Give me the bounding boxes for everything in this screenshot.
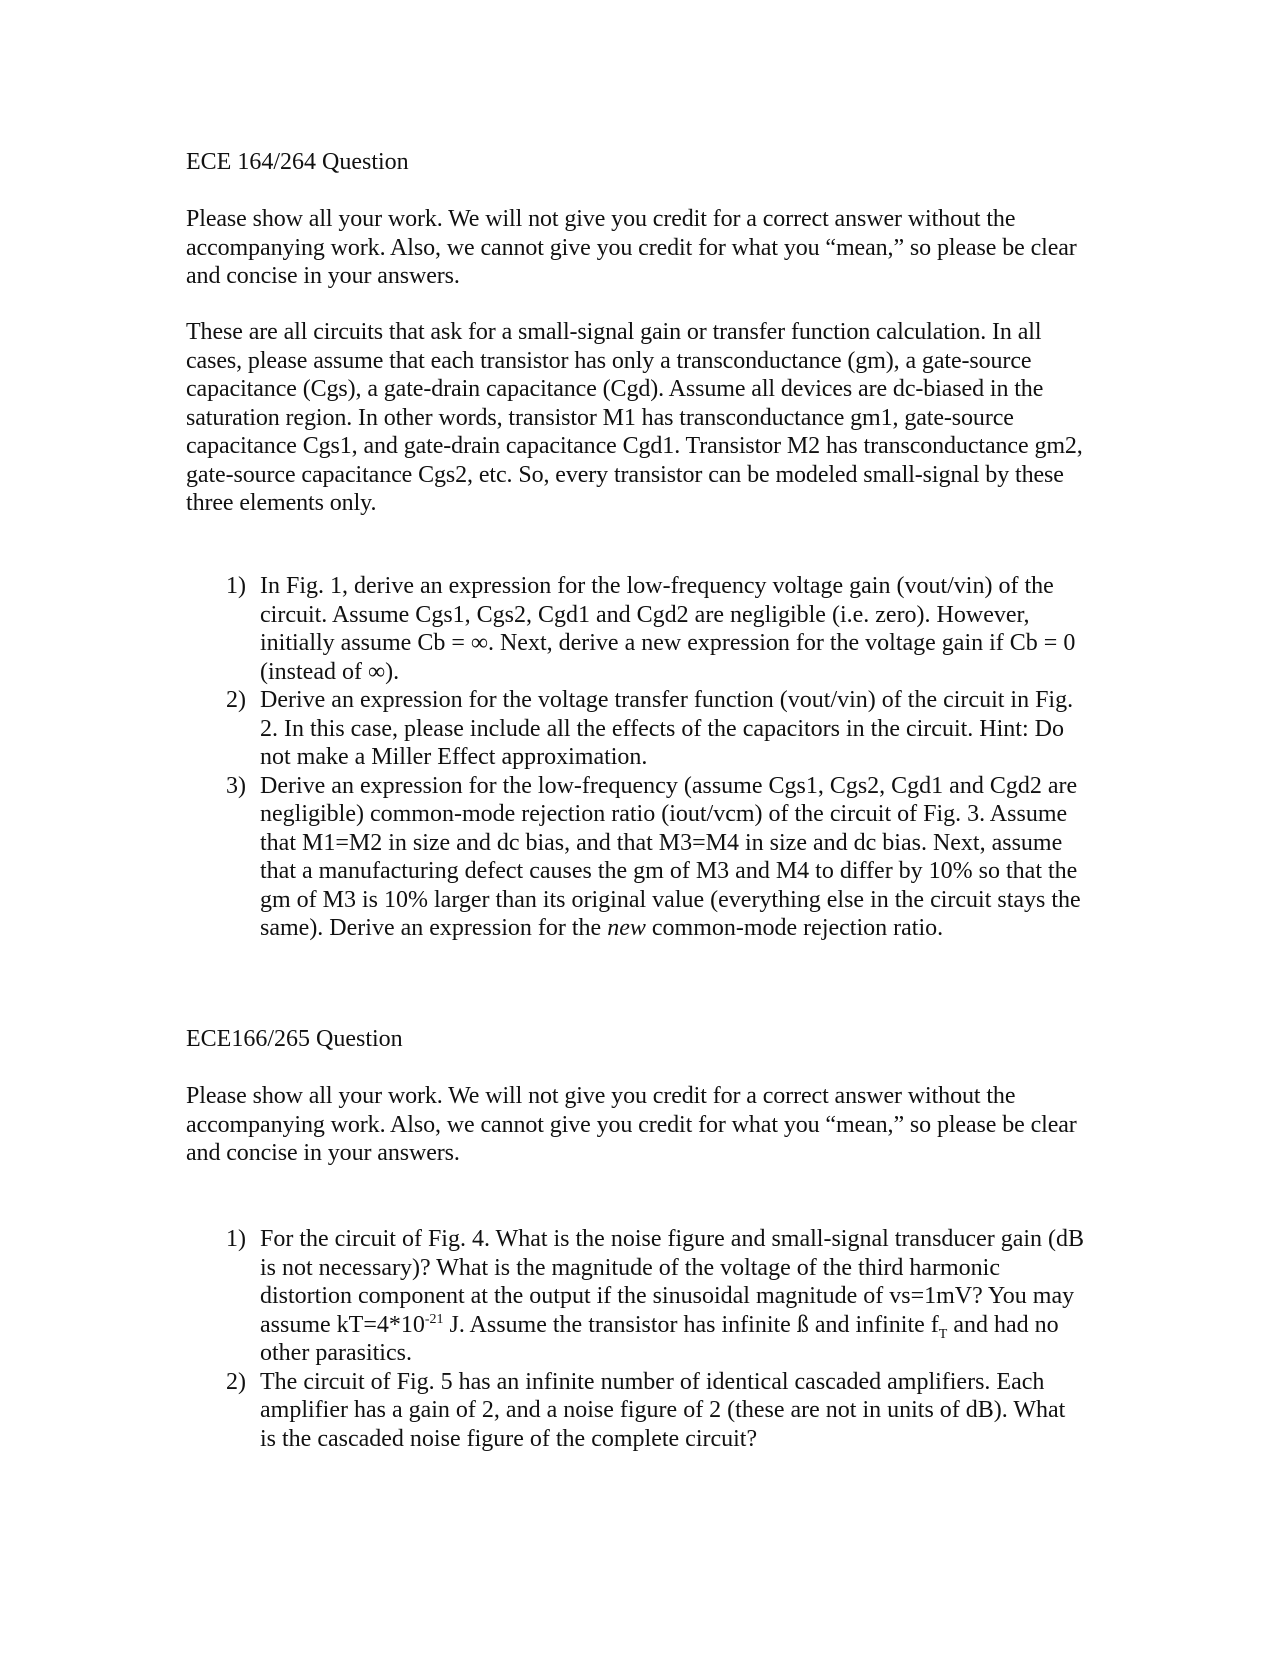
question-text-part: Derive an expression for the low-frequency (assume Cgs1, Cgs2, Cgd1 and Cgd2 are negligible) common-mode rejection ratio (iout/vcm) of the circuit of Fig. 3. Assume that M1=M2 in size and dc bias, and that M3=M4 in size and dc bias. Next, assume that a manufacturing defect causes the gm of M3 and M4 to differ by 10% so that the gm of M3 is 10% larger than its original value (everything else in the circuit stays the same). Derive an expression for the <box>260 772 1081 941</box>
section1-question-2 <box>186 686 1086 772</box>
question-text-part: J. Assume the transistor has infinite ß and infinite f <box>443 1311 939 1338</box>
question-number: 2) <box>226 1368 246 1395</box>
question-number: 2) <box>226 687 246 713</box>
section2-question-list <box>186 1225 1086 1453</box>
section1-instructions: Please show all your work. We will not give you credit for a correct answer without the accompanying work. Also, we cannot give you credit for what you “mean,” so please be clear and concise in your answers. <box>186 206 1077 289</box>
exponent: -21 <box>424 1311 444 1327</box>
question-number: 1) <box>226 573 246 599</box>
section2-instructions: Please show all your work. We will not give you credit for a correct answer without the accompanying work. Also, we cannot give you credit for what you “mean,” so please be clear and concise in your answers. <box>186 1083 1077 1166</box>
question-text-part: For the circuit of Fig. 4. What is the noise figure and small-signal transducer gain (dB is not necessary)? What is the magnitude of the voltage of the third harmonic distortion component at the output if the sinusoidal magnitude of vs=1mV? You may assume kT=4*10 <box>260 1226 1085 1338</box>
question-text: In Fig. 1, derive an expression for the low-frequency voltage gain (vout/vin) of the circuit. Assume Cgs1, Cgs2, Cgd1 and Cgd2 are negligible (i.e. zero). However, initially assume Cb = ∞. Next, derive a new expression for the voltage gain if Cb = 0 (instead of ∞). <box>260 573 1076 685</box>
section1-question-3 <box>186 772 1086 943</box>
subscript: T <box>938 1326 948 1342</box>
question-text-part: and had no other parasitics. <box>260 1311 1059 1366</box>
section2-heading: ECE166/265 Question <box>186 1026 403 1052</box>
section2-question-2 <box>186 1368 1086 1454</box>
section1-question-list <box>186 572 1086 943</box>
question-text: The circuit of Fig. 5 has an infinite number of identical cascaded amplifiers. Each amplifier has a gain of 2, and a noise figure of 2 (these are not in units of dB). What is the cascaded noise figure of the complete circuit? <box>260 1368 1066 1452</box>
question-text-part: common-mode rejection ratio. <box>645 915 944 941</box>
emphasis-new: new <box>607 915 646 941</box>
section2-question-1 <box>186 1225 1086 1368</box>
section1-heading: ECE 164/264 Question <box>186 149 409 175</box>
section1-intro: These are all circuits that ask for a small-signal gain or transfer function calculation. In all cases, please assume that each transistor has only a transconductance (gm), a gate-source capacitance (Cgs), a gate-drain capacitance (Cgd). Assume all devices are dc-biased in the saturation region. In other words, transistor M1 has transconductance gm1, gate-source capacitance Cgs1, and gate-drain capacitance Cgd1. Transistor M2 has transconductance gm2, gate-source capacitance Cgs2, etc. So, every transistor can be modeled small-signal by these three elements only. <box>186 319 1083 516</box>
section1-question-1 <box>186 572 1086 686</box>
question-number: 3) <box>226 772 246 799</box>
question-text: Derive an expression for the voltage transfer function (vout/vin) of the circuit in Fig. 2. In this case, please include all the effects of the capacitors in the circuit. Hint: Do not make a Miller Effect approximation. <box>260 687 1074 770</box>
question-number: 1) <box>226 1226 246 1252</box>
